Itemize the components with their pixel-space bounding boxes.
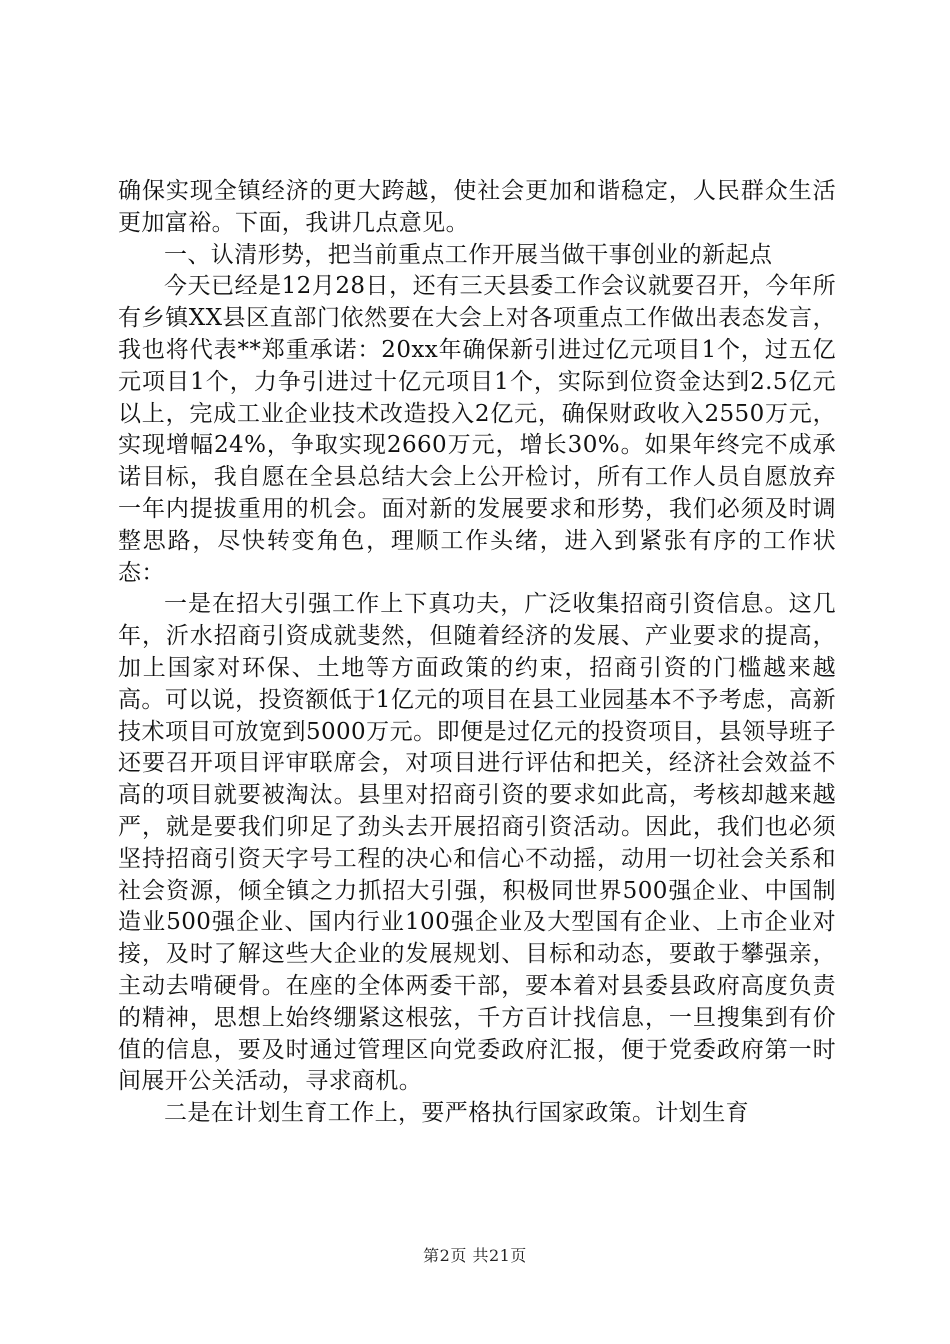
section-heading: 一、认清形势，把当前重点工作开展当做干事创业的新起点: [164, 241, 773, 268]
page-number-footer: 第2页 共21页: [423, 1246, 527, 1265]
paragraph-family-planning: 二是在计划生育工作上，要严格执行国家政策。计划生育: [164, 1100, 749, 1127]
document-body: [118, 176, 836, 1130]
paragraph-commitment: 今天已经是12月28日，还有三天县委工作会议就要召开，今年所有乡镇XX县区直部门依然要在大会上对各项重点工作做出表态发言，我也将代表**郑重承诺：20xx年确保新引进过亿元项目1个，过五亿元项目1个，力争引进过十亿元项目1个，实际到位资金达到2.5亿元以上，完成工业企业技术改造投入2亿元，确保财政收入2550万元，实现增幅24%，争取实现2660万元，增长30%。如果年终完不成承诺目标，我自愿在全县总结大会上公开检讨，所有工作人员自愿放弃一年内提拔重用的机会。面对新的发展要求和形势，我们必须及时调整思路，尽快转变角色，理顺工作头绪，进入到紧张有序的工作状态：: [118, 273, 836, 586]
paragraph-continuation: 确保实现全镇经济的更大跨越，使社会更加和谐稳定，人民群众生活更加富裕。下面，我讲几点意见。: [118, 178, 836, 236]
paragraph-investment: 一是在招大引强工作上下真功夫，广泛收集招商引资信息。这几年，沂水招商引资成就斐然，但随着经济的发展、产业要求的提高，加上国家对环保、土地等方面政策的约束，招商引资的门槛越来越高。可以说，投资额低于1亿元的项目在县工业园基本不予考虑，高新技术项目可放宽到5000万元。即便是过亿元的投资项目，县领导班子还要召开项目评审联席会，对项目进行评估和把关，经济社会效益不高的项目就要被淘汰。县里对招商引资的要求如此高，考核却越来越严，就是要我们卯足了劲头去开展招商引资活动。因此，我们也必须坚持招商引资天字号工程的决心和信心不动摇，动用一切社会关系和社会资源，倾全镇之力抓招大引强，积极同世界500强企业、中国制造业500强企业、国内行业100强企业及大型国有企业、上市企业对接，及时了解这些大企业的发展规划、目标和动态，要敢于攀强亲，主动去啃硬骨。在座的全体两委干部，要本着对县委县政府高度负责的精神，思想上始终绷紧这根弦，千方百计找信息，一旦搜集到有价值的信息，要及时通过管理区向党委政府汇报，便于党委政府第一时间展开公关活动，寻求商机。: [118, 591, 836, 1095]
